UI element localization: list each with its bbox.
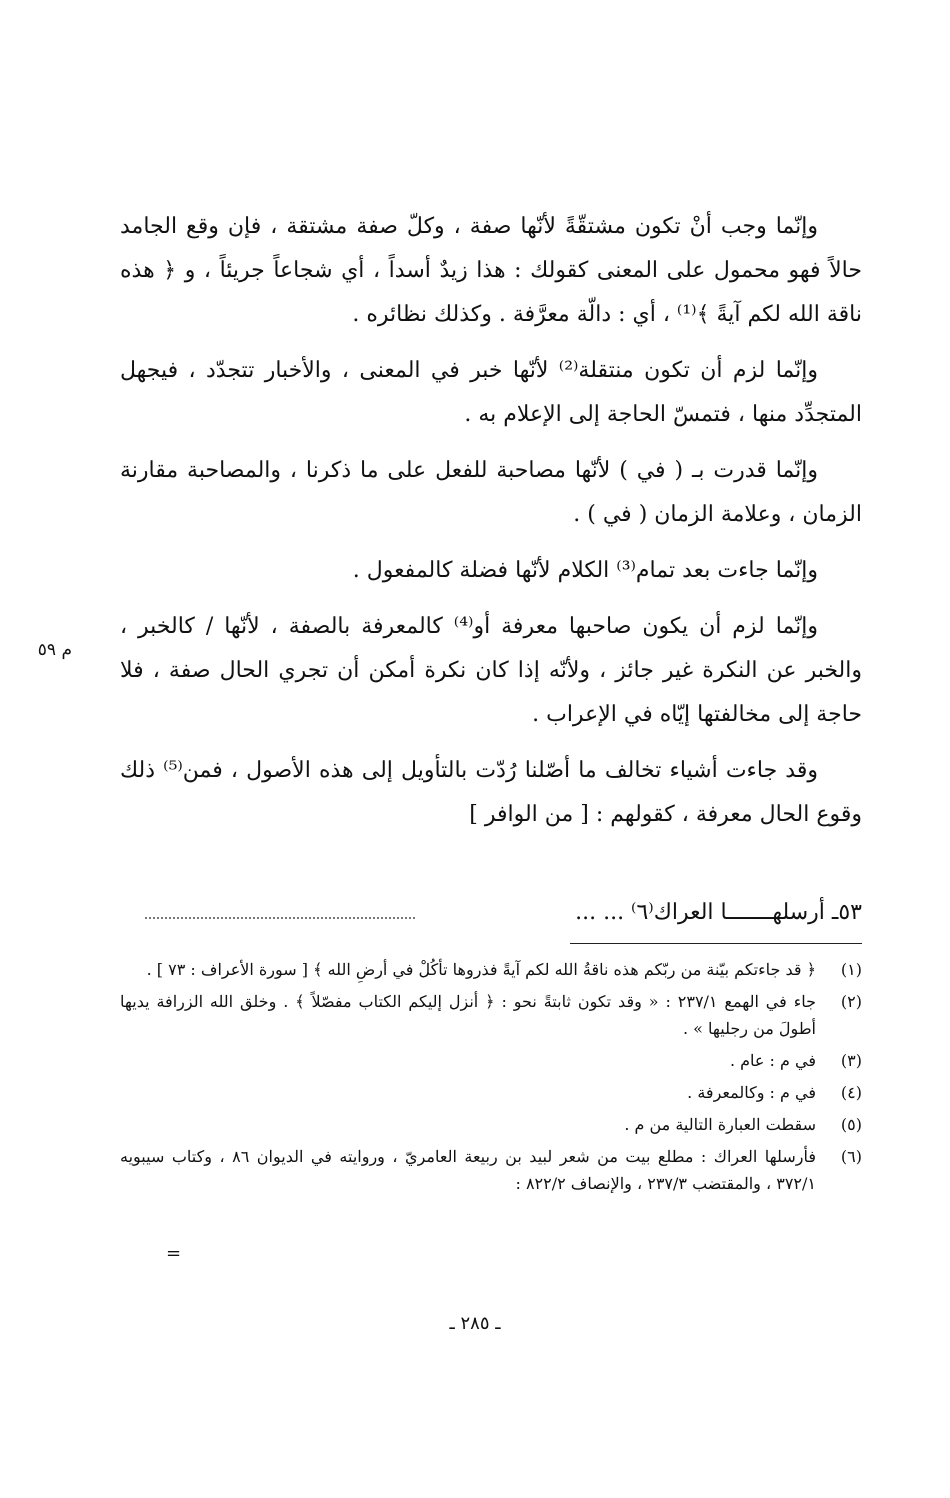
page-number: ـ ٢٨٥ ـ xyxy=(449,1313,501,1334)
paragraph: وقد جاءت أشياء تخالف ما أصّلنا رُدّت بالتأويل إلى هذه الأصول ، فمن⁽⁵⁾ ذلك وقوع الحال معرفة ، كقولهم : [ من الوافر ] xyxy=(120,758,862,827)
footnote-number: (٣) xyxy=(840,1051,862,1070)
footnote-text: في م : عام . xyxy=(729,1051,816,1070)
verse-dotted-leader xyxy=(145,917,415,919)
main-text xyxy=(120,205,862,849)
footnote-text: ﴿ قد جاءتكم بيّنة من ربّكم هذه ناقةُ الله لكم آيةً فذروها تأكُلْ في أرضِ الله ﴾ [ سورة الأعراف : ٧٣ ] . xyxy=(146,960,816,979)
paragraph: وإنّما وجب أنْ تكون مشتقّةً لأنّها صفة ، وكلّ صفة مشتقة ، فإن وقع الجامد حالاً فهو محمول على المعنى كقولك : هذا زيدٌ أسداً ، أي شجاعاً جريئاً ، و ﴿ هذه ناقة الله لكم آيةً ﴾⁽¹⁾ ، أي : دالّة معرَّفة . وكذلك نظائره . xyxy=(120,214,862,327)
footnote-number: (٤) xyxy=(840,1083,862,1102)
footnote xyxy=(120,956,862,983)
paragraph: وإنّما لزم أن تكون منتقلة⁽²⁾ لأنّها خبر في المعنى ، والأخبار تتجدّد ، فيجهل المتجدِّد منها ، فتمسّ الحاجة إلى الإعلام به . xyxy=(120,358,862,427)
footnote xyxy=(120,1143,862,1197)
footnote-text: سقطت العبارة التالية من م . xyxy=(624,1115,816,1134)
paragraph: وإنّما قدرت بـ ( في ) لأنّها مصاحبة للفعل على ما ذكرنا ، والمصاحبة مقارنة الزمان ، وعلامة الزمان ( في ) . xyxy=(120,458,862,527)
footnote-number: (٦) xyxy=(840,1147,862,1166)
paragraph: وإنّما جاءت بعد تمام⁽³⁾ الكلام لأنّها فضلة كالمفعول . xyxy=(352,558,818,583)
paragraph: وإنّما لزم أن يكون صاحبها معرفة أو⁽⁴⁾ كالمعرفة بالصفة ، لأنّها / كالخبر ، والخبر عن النكرة غير جائز ، ولأنّه إذا كان نكرة أمكن أن تجري الحال صفة ، فلا حاجة إلى مخالفتها إيّاه في الإعراب . xyxy=(120,614,862,727)
footnote-number: (٥) xyxy=(840,1115,862,1134)
footnote xyxy=(120,1047,862,1074)
footnote-separator xyxy=(570,943,862,944)
footnote-text: جاء في الهمع ٢٣٧/١ : « وقد تكون ثابتةً نحو : ﴿ أنزل إليكم الكتاب مفصّلاً ﴾ . وخلق الله الزرافة يديها أطولَ من رجليها » . xyxy=(120,992,816,1038)
footnote-text: في م : وكالمعرفة . xyxy=(687,1083,816,1102)
verse-text: ٥٣ـ أرسلهـــــــا العراك⁽٦⁾ ... ... xyxy=(575,900,862,925)
manuscript-margin-note: م ٥٩ xyxy=(37,640,72,660)
footnote-number: (٢) xyxy=(840,992,862,1011)
footnotes xyxy=(120,956,862,1202)
continuation-mark: = xyxy=(166,1243,182,1264)
footnote-number: (١) xyxy=(840,960,862,979)
verse-line xyxy=(120,893,862,933)
footnote-text: فأرسلها العراك : مطلع بيت من شعر لبيد بن ربيعة العامريّ ، وروايته في الديوان ٨٦ ، وكتاب سيبويه ٣٧٢/١ ، والمقتضب ٢٣٧/٣ ، والإنصاف ٨٢٢/٢ : xyxy=(120,1147,816,1193)
footnote xyxy=(120,1111,862,1138)
footnote xyxy=(120,988,862,1042)
footnote xyxy=(120,1079,862,1106)
